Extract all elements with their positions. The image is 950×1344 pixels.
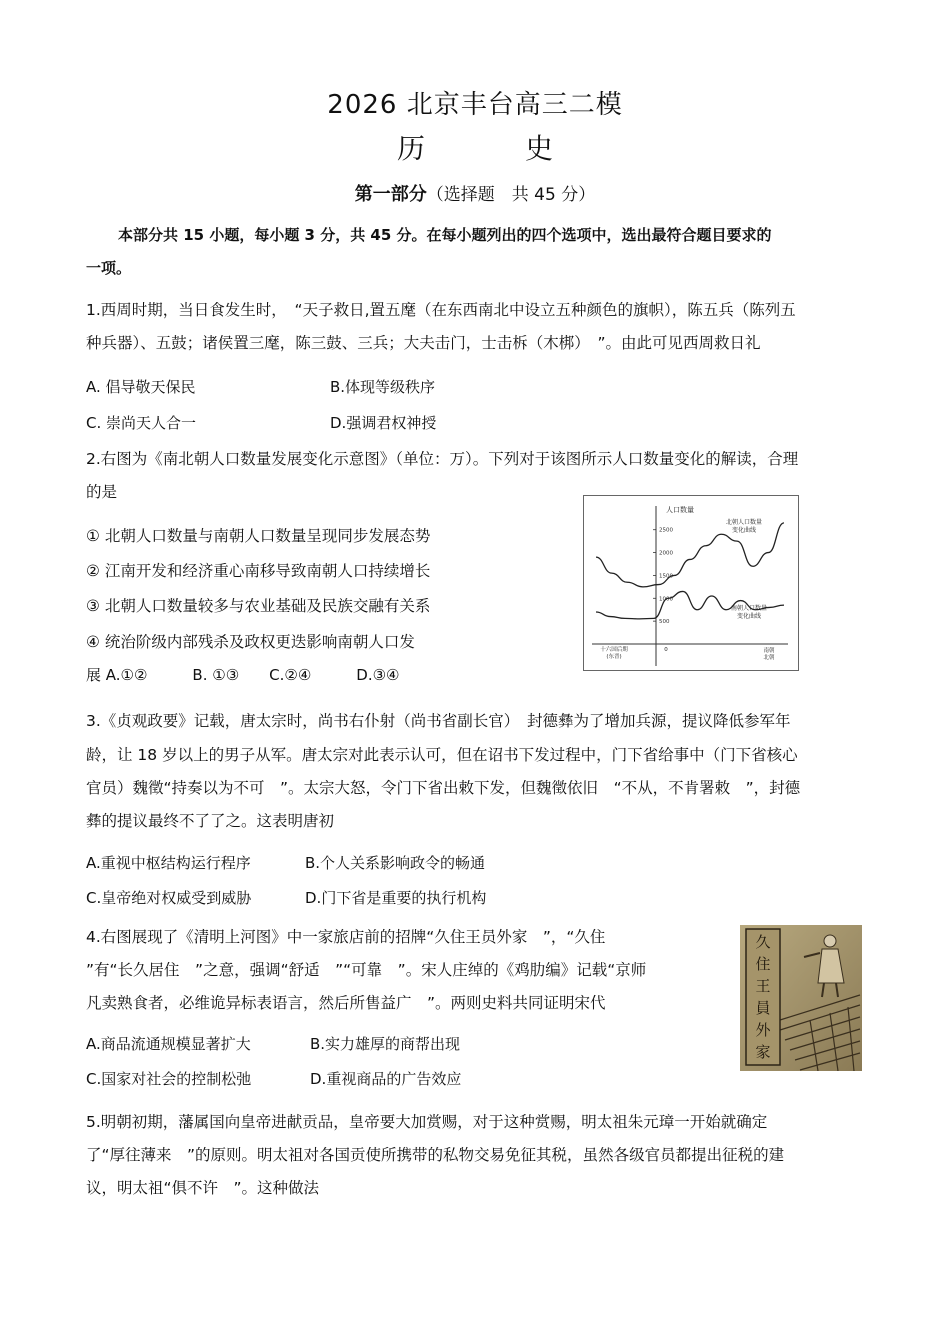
subject-title: 历 史 bbox=[396, 132, 589, 165]
q3-stem-line-1: 3.《贞观政要》记载，唐太宗时，尚书右仆射（尚书省副长官） 封德彝为了增加兵源，提议降低参军年 bbox=[86, 712, 791, 730]
x-tick-label: 南朝 bbox=[763, 648, 775, 654]
q2-stem-line-1: 2.右图为《南北朝人口数量发展变化示意图》（单位：万）。下列对于该图所示人口数量变化的解读，合理 bbox=[86, 450, 799, 468]
q1-option-d[interactable]: D.强调君权神授 bbox=[330, 414, 437, 432]
q3-option-a[interactable]: A.重视中枢结构运行程序 bbox=[86, 854, 251, 872]
q1-option-c[interactable]: C. 崇尚天人合一 bbox=[86, 414, 197, 432]
south-series-label: 南朝人口数量 bbox=[730, 605, 768, 612]
x-tick-label: 北朝 bbox=[763, 655, 775, 661]
part-heading bbox=[0, 180, 950, 206]
q2-options-line[interactable]: 展 A.①② B. ①③ C.②④ D.③④ bbox=[86, 666, 400, 684]
q2-item-2: ② 江南开发和经济重心南移导致南朝人口持续增长 bbox=[86, 562, 431, 580]
q1-stem-line-2: 种兵器）、五鼓；诸侯置三麾，陈三鼓、三兵；大夫击门，士击柝（木梆） ”。由此可见西周救日礼 bbox=[86, 334, 761, 352]
q4-option-d[interactable]: D.重视商品的广告效应 bbox=[310, 1070, 462, 1088]
x-tick-label: 0 bbox=[664, 647, 668, 653]
q2-item-4: ④ 统治阶级内部残杀及政权更迭影响南朝人口发 bbox=[86, 633, 415, 651]
q1-option-a[interactable]: A. 倡导敬天保民 bbox=[86, 378, 196, 396]
q4-option-b[interactable]: B.实力雄厚的商帮出现 bbox=[310, 1035, 461, 1053]
instructions-line-2: 一项。 bbox=[86, 259, 132, 277]
q2-stem-line-2: 的是 bbox=[86, 483, 118, 501]
y-tick-label: 1500 bbox=[659, 573, 673, 580]
population-chart bbox=[583, 495, 799, 671]
q1-stem-line-1: 1.西周时期，当日食发生时， “天子救日,置五麾（在东西南北中设立五种颜色的旗帜），陈五兵（陈列五 bbox=[86, 301, 796, 319]
q1-option-b[interactable]: B.体现等级秩序 bbox=[330, 378, 436, 396]
south-series-label: 变化曲线 bbox=[736, 613, 762, 620]
part-title: 第一部分 bbox=[354, 184, 427, 205]
qingming-shop-sign-image bbox=[740, 925, 862, 1071]
q4-option-a[interactable]: A.商品流通规模显著扩大 bbox=[86, 1035, 251, 1053]
q3-option-c[interactable]: C.皇帝绝对权威受到威胁 bbox=[86, 889, 252, 907]
q5-stem-line-1: 5.明朝初期，藩属国向皇帝进献贡品，皇帝要大加赏赐，对于这种赏赐，明太祖朱元璋一开始就确定 bbox=[86, 1113, 768, 1131]
q3-stem-line-4: 彝的提议最终不了了之。这表明唐初 bbox=[86, 812, 335, 830]
q4-stem-line-1: 4.右图展现了《清明上河图》中一家旅店前的招牌“久住王员外家 ”，“久住 bbox=[86, 928, 606, 946]
y-tick-label: 2500 bbox=[659, 527, 673, 534]
q2-item-1: ① 北朝人口数量与南朝人口数量呈现同步发展态势 bbox=[86, 527, 431, 545]
q5-stem-line-3: 议，明太祖“俱不许 ”。这种做法 bbox=[86, 1179, 320, 1197]
q3-option-b[interactable]: B.个人关系影响政令的畅通 bbox=[305, 854, 486, 872]
instructions-line-1: 本部分共 15 小题，每小题 3 分，共 45 分。在每小题列出的四个选项中，选出最符合题目要求的 bbox=[118, 226, 772, 244]
y-tick-label: 2000 bbox=[659, 550, 673, 557]
q4-option-c[interactable]: C.国家对社会的控制松弛 bbox=[86, 1070, 252, 1088]
q4-stem-line-2: ”有“长久居住 ”之意，强调“舒适 ”“可靠 ”。宋人庄绰的《鸡肋编》记载“京师 bbox=[86, 961, 647, 979]
x-tick-label: (东晋) bbox=[606, 654, 622, 660]
document-title: 2026 北京丰台高三二模 bbox=[327, 90, 623, 120]
y-axis-label: 人口数量 bbox=[666, 506, 694, 514]
q3-stem-line-2: 龄，让 18 岁以上的男子从军。唐太宗对此表示认可，但在诏书下发过程中，门下省给事中（门下省核心 bbox=[86, 746, 798, 764]
q4-stem-line-3: 凡卖熟食者，必维诡异标表语言，然后所售益广 ”。两则史料共同证明宋代 bbox=[86, 994, 606, 1012]
north-series-label: 北朝人口数量 bbox=[725, 519, 763, 526]
population-chart-svg bbox=[584, 496, 798, 670]
q5-stem-line-2: 了“厚往薄来 ”的原则。明太祖对各国贡使所携带的私物交易免征其税，虽然各级官员都提出征税的建 bbox=[86, 1146, 785, 1164]
part-note: （选择题 共 45 分） bbox=[426, 185, 596, 205]
q3-stem-line-3: 官员）魏徵“持奏以为不可 ”。太宗大怒，令门下省出敕下发，但魏徵依旧 “不从，不肯署敕 ”，封德 bbox=[86, 779, 801, 797]
y-tick-label: 500 bbox=[659, 619, 670, 626]
sign-text: 久住王員外家 bbox=[755, 933, 771, 1061]
y-tick-label: 1000 bbox=[659, 596, 673, 603]
q2-item-3: ③ 北朝人口数量较多与农业基础及民族交融有关系 bbox=[86, 597, 431, 615]
north-series-label: 变化曲线 bbox=[731, 527, 757, 534]
x-tick-label: 十六国后期 bbox=[600, 647, 628, 653]
q3-option-d[interactable]: D.门下省是重要的执行机构 bbox=[305, 889, 487, 907]
